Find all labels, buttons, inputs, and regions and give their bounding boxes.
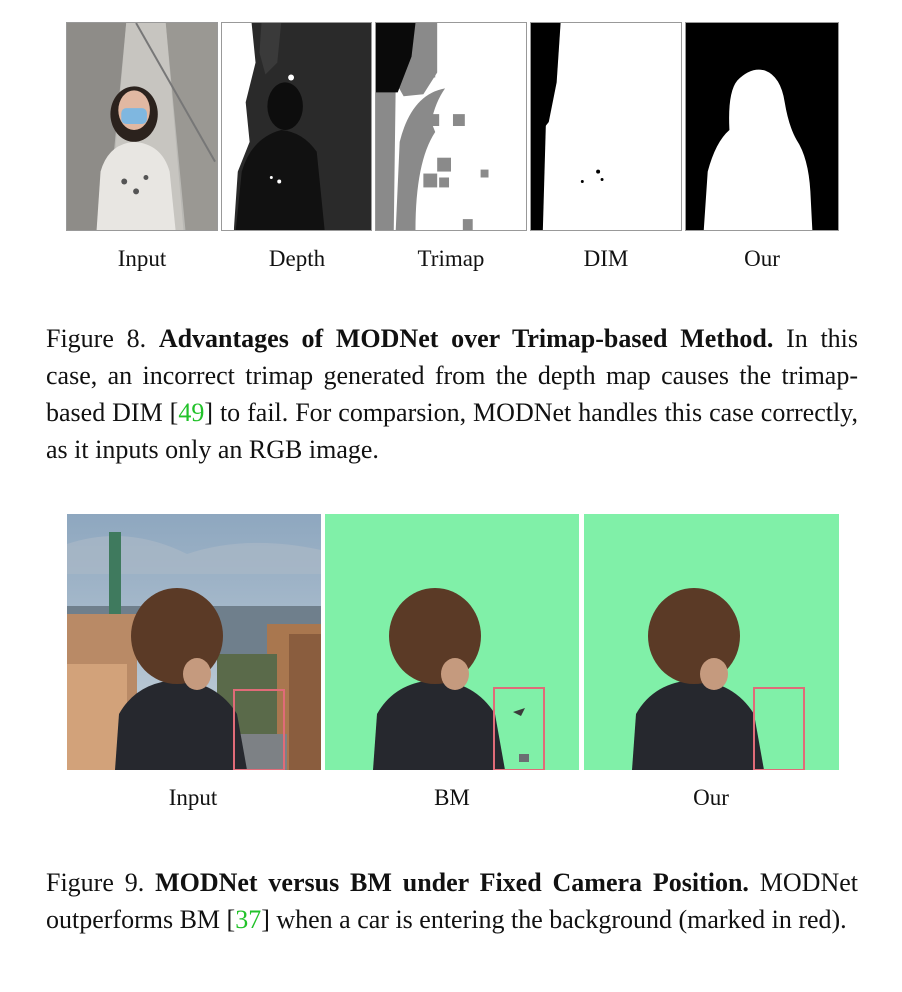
fig8-caption-text-b: ] to fail. For comparsion, MODNet handles this case correctly, as it inputs only an RGB image. bbox=[46, 398, 858, 464]
fig8-citation-link[interactable]: 49 bbox=[178, 398, 205, 427]
fig8-input-image bbox=[66, 22, 218, 231]
fig8-our-image bbox=[685, 22, 839, 231]
fig9-caption bbox=[46, 864, 858, 938]
fig8-label-our: Our bbox=[744, 246, 780, 271]
fig8-label-dim: DIM bbox=[583, 246, 629, 271]
fig9-caption-title: MODNet versus BM under Fixed Camera Position. bbox=[155, 868, 749, 897]
fig9-label-input: Input bbox=[168, 785, 218, 810]
fig8-label-depth: Depth bbox=[268, 246, 326, 271]
fig8-dim-image bbox=[530, 22, 682, 231]
fig8-depth-image bbox=[221, 22, 372, 231]
fig9-input-image bbox=[67, 514, 321, 770]
fig9-bm-image bbox=[325, 514, 579, 770]
fig9-label-bm: BM bbox=[434, 785, 470, 810]
fig8-caption-prefix: Figure 8. bbox=[46, 324, 147, 353]
fig9-citation-link[interactable]: 37 bbox=[235, 905, 262, 934]
fig8-label-input: Input bbox=[117, 246, 167, 271]
fig9-our-image bbox=[584, 514, 839, 770]
fig8-caption-text-a: In this case, an incorrect trimap generated from the depth map causes the trimap-based DIM [ bbox=[46, 324, 859, 427]
fig9-caption-prefix: Figure 9. bbox=[46, 868, 145, 897]
fig9-caption-text-a: MODNet outperforms BM [ bbox=[46, 868, 858, 934]
fig8-caption bbox=[46, 320, 858, 468]
fig8-caption-title: Advantages of MODNet over Trimap-based Method. bbox=[158, 324, 774, 353]
fig9-caption-text-b: ] when a car is entering the background (marked in red). bbox=[261, 905, 847, 934]
fig8-label-trimap: Trimap bbox=[417, 246, 485, 271]
fig8-trimap-image bbox=[375, 22, 527, 231]
fig9-label-our: Our bbox=[693, 785, 729, 810]
